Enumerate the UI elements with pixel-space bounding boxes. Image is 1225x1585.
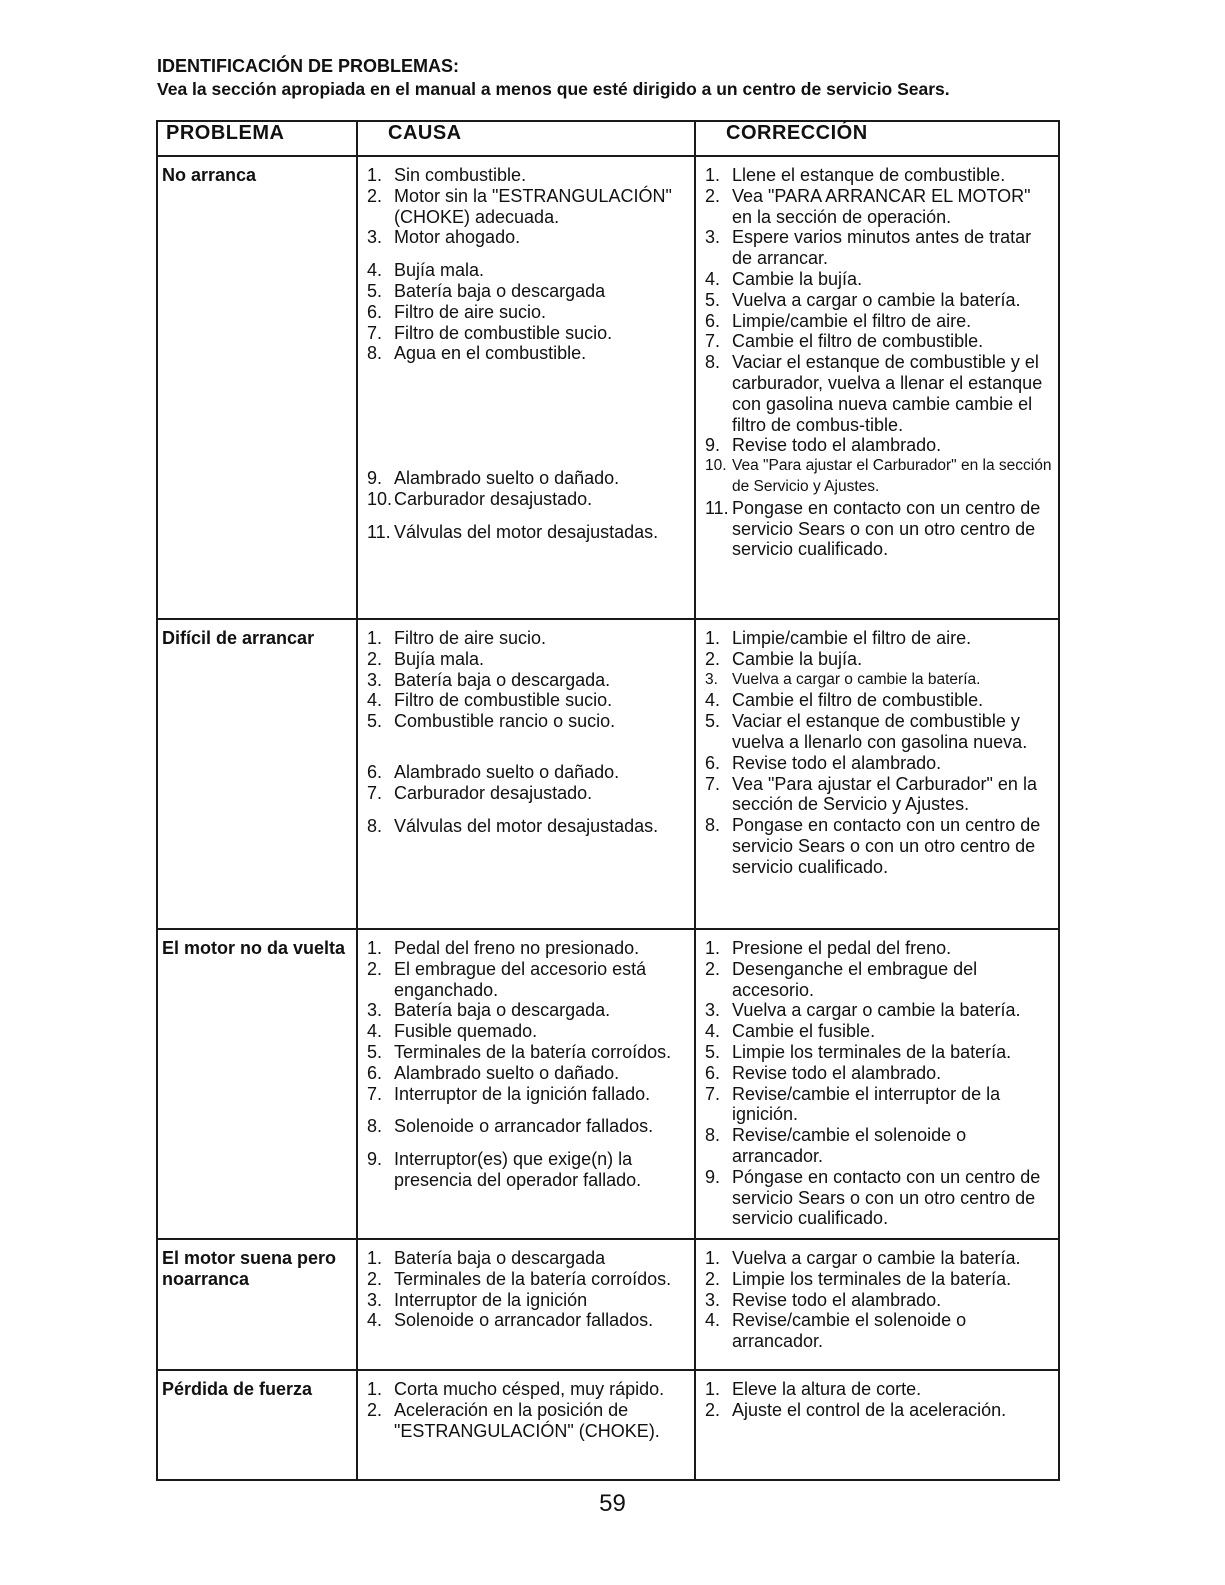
item-text: Batería baja o descargada — [394, 280, 606, 301]
item-number: 5. — [367, 711, 383, 732]
page-subtitle: Vea la sección apropiada en el manual a menos que esté dirigido a un centro de servicio Sears. — [157, 79, 950, 99]
cause-item — [367, 783, 690, 804]
correction-item — [705, 1125, 1054, 1167]
item-number: 6. — [705, 1062, 721, 1083]
cause-item — [367, 690, 690, 711]
item-text: Interruptor de la ignición — [394, 1289, 588, 1310]
cause-item — [367, 628, 690, 649]
item-number: 5. — [367, 280, 383, 301]
item-text: Cambie el filtro de combustible. — [732, 331, 984, 352]
item-text: Interruptor de la ignición fallado. — [394, 1083, 651, 1104]
item-number: 1. — [705, 628, 721, 648]
correction-item — [705, 690, 1054, 711]
item-text: Solenoide o arrancador fallados. — [394, 1310, 654, 1331]
cause-item — [367, 227, 690, 248]
item-text: Batería baja o descargada — [394, 1248, 606, 1268]
item-number: 5. — [705, 1041, 721, 1062]
item-text: Revise todo el alambrado. — [732, 1289, 942, 1310]
item-number: 2. — [705, 185, 721, 206]
item-number: 5. — [705, 711, 721, 732]
correction-item — [705, 1000, 1054, 1021]
cause-item — [367, 1149, 690, 1191]
cause-item — [367, 762, 690, 783]
item-text: Vuelva a cargar o cambie la batería. — [732, 670, 981, 688]
item-number: 4. — [367, 260, 383, 281]
correction-item — [705, 1379, 1054, 1400]
correction-item — [705, 670, 1054, 691]
cause-item — [367, 1248, 690, 1269]
item-number: 1. — [705, 1248, 721, 1268]
correction-item — [705, 649, 1054, 670]
item-number: 1. — [367, 628, 383, 648]
item-text: Limpie/cambie el filtro de aire. — [732, 628, 972, 648]
item-text: Batería baja o descargada. — [394, 1000, 611, 1021]
cause-item — [367, 1400, 690, 1442]
item-number: 8. — [367, 1116, 383, 1137]
item-text: Revise todo el alambrado. — [732, 435, 942, 456]
item-number: 2. — [705, 958, 721, 979]
item-number: 3. — [705, 1289, 721, 1310]
item-text: Limpie los terminales de la batería. — [732, 1268, 1012, 1289]
item-number: 2. — [705, 1399, 721, 1420]
item-text: Terminales de la batería corroídos. — [394, 1268, 672, 1289]
item-text: Desenganche el embrague del accesorio. — [732, 958, 978, 1000]
item-number: 7. — [705, 331, 721, 352]
item-text: El embrague del accesorio está enganchado. — [394, 958, 647, 1000]
item-number: 11. — [705, 497, 729, 518]
item-text: Cambie la bujía. — [732, 268, 863, 289]
correction-item — [705, 311, 1054, 332]
item-text: Solenoide o arrancador fallados. — [394, 1116, 654, 1137]
item-text: Cambie la bujía. — [732, 648, 863, 669]
item-text: Combustible rancio o sucio. — [394, 711, 616, 732]
item-text: Terminales de la batería corroídos. — [394, 1041, 672, 1062]
cause-cell — [357, 929, 695, 1239]
item-number: 6. — [367, 1062, 383, 1083]
correction-item — [705, 711, 1054, 753]
item-text: Bujía mala. — [394, 648, 485, 669]
item-number: 1. — [705, 938, 721, 958]
correction-item — [705, 456, 1054, 498]
item-number: 7. — [705, 1083, 721, 1104]
item-text: Alambrado suelto o dañado. — [394, 468, 620, 489]
item-text: Vuelva a cargar o cambie la batería. — [732, 1000, 1021, 1021]
table-header-row — [157, 121, 1059, 156]
item-text: Carburador desajustado. — [394, 488, 593, 509]
item-number: 1. — [367, 165, 383, 185]
item-number: 5. — [705, 289, 721, 310]
item-text: Vaciar el estanque de combustible y vuelva a llenarlo con gasolina nueva. — [732, 711, 1028, 752]
item-text: Pedal del freno no presionado. — [394, 938, 640, 958]
item-text: Alambrado suelto o dañado. — [394, 761, 620, 782]
problem-cell: El motor suena pero noarranca — [157, 1239, 357, 1370]
cause-item — [367, 1063, 690, 1084]
item-number: 4. — [705, 268, 721, 289]
item-number: 4. — [367, 690, 383, 711]
cause-cell — [357, 619, 695, 929]
cause-item — [367, 649, 690, 670]
cause-item — [367, 711, 690, 732]
item-text: Cambie el filtro de combustible. — [732, 690, 984, 711]
cause-item — [367, 323, 690, 344]
item-text: Interruptor(es) que exige(n) la presencia del operador fallado. — [394, 1149, 642, 1190]
item-number: 2. — [705, 1268, 721, 1289]
item-text: Espere varios minutos antes de tratar de arrancar. — [732, 227, 1032, 269]
correction-item — [705, 815, 1054, 877]
item-text: Pongase en contacto con un centro de servicio Sears o con un otro centro de servicio cualificado. — [732, 497, 1041, 560]
cause-cell — [357, 156, 695, 619]
item-text: Póngase en contacto con un centro de servicio Sears o con un otro centro de servicio cualificado. — [732, 1166, 1041, 1229]
correction-item — [705, 498, 1054, 560]
cause-item — [367, 816, 690, 837]
correction-item — [705, 774, 1054, 816]
correction-item — [705, 435, 1054, 456]
cause-item — [367, 1021, 690, 1042]
correction-item — [705, 269, 1054, 290]
column-header-problema: PROBLEMA — [157, 121, 357, 156]
item-text: Batería baja o descargada. — [394, 669, 611, 690]
item-number: 4. — [367, 1310, 383, 1331]
item-number: 6. — [367, 761, 383, 782]
item-number: 2. — [367, 185, 383, 206]
correction-item — [705, 227, 1054, 269]
correction-item — [705, 1290, 1054, 1311]
item-text: Carburador desajustado. — [394, 782, 593, 803]
item-text: Revise todo el alambrado. — [732, 752, 942, 773]
item-text: Alambrado suelto o dañado. — [394, 1062, 620, 1083]
item-number: 4. — [367, 1021, 383, 1042]
problem-cell: Pérdida de fuerza — [157, 1370, 357, 1480]
cause-item — [367, 1310, 690, 1331]
correction-item — [705, 331, 1054, 352]
item-text: Revise todo el alambrado. — [732, 1062, 942, 1083]
cause-item — [367, 468, 690, 489]
correction-cell — [695, 1239, 1059, 1370]
item-text: Sin combustible. — [394, 165, 527, 185]
item-number: 8. — [705, 815, 721, 836]
item-text: Vuelva a cargar o cambie la batería. — [732, 289, 1021, 310]
item-number: 7. — [705, 773, 721, 794]
correction-item — [705, 753, 1054, 774]
item-text: Vuelva a cargar o cambie la batería. — [732, 1248, 1021, 1268]
item-text: Vea "Para ajustar el Carburador" en la sección de Servicio y Ajustes. — [732, 773, 1037, 815]
column-header-correccion: CORRECCIÓN — [695, 121, 1059, 156]
item-text: Eleve la altura de corte. — [732, 1379, 922, 1399]
correction-cell — [695, 619, 1059, 929]
problem-cell: El motor no da vuelta — [157, 929, 357, 1239]
item-number: 3. — [705, 227, 721, 248]
correction-item — [705, 165, 1054, 186]
correction-cell — [695, 156, 1059, 619]
correction-item — [705, 352, 1054, 435]
problem-cell: Difícil de arrancar — [157, 619, 357, 929]
correction-item — [705, 628, 1054, 649]
item-number: 2. — [367, 958, 383, 979]
item-number: 2. — [367, 648, 383, 669]
correction-item — [705, 1063, 1054, 1084]
table-row — [157, 1370, 1059, 1480]
item-text: Fusible quemado. — [394, 1021, 538, 1042]
correction-item — [705, 1248, 1054, 1269]
item-number: 1. — [367, 938, 383, 958]
item-number: 3. — [367, 669, 383, 690]
item-number: 1. — [367, 1379, 383, 1399]
cause-item — [367, 281, 690, 302]
item-number: 4. — [705, 1021, 721, 1042]
item-text: Ajuste el control de la aceleración. — [732, 1399, 1007, 1420]
item-number: 8. — [367, 815, 383, 836]
cause-item — [367, 1379, 690, 1400]
item-text: Cambie el fusible. — [732, 1021, 876, 1042]
table-row — [157, 619, 1059, 929]
item-number: 8. — [367, 343, 383, 364]
cause-item — [367, 959, 690, 1001]
item-number: 1. — [367, 1248, 383, 1268]
item-number: 6. — [367, 301, 383, 322]
item-number: 1. — [705, 1379, 721, 1399]
item-number: 7. — [367, 1083, 383, 1104]
cause-cell — [357, 1239, 695, 1370]
item-text: Revise/cambie el solenoide o arrancador. — [732, 1310, 967, 1352]
cause-item — [367, 670, 690, 691]
item-text: Limpie los terminales de la batería. — [732, 1041, 1012, 1062]
item-text: Filtro de aire sucio. — [394, 301, 547, 322]
correction-item — [705, 959, 1054, 1001]
item-text: Vaciar el estanque de combustible y el carburador, vuelva a llenar el estanque con gasolina nueva cambie cambie el filtro de combus-tible. — [732, 352, 1043, 435]
item-number: 3. — [705, 1000, 721, 1021]
item-number: 3. — [367, 1289, 383, 1310]
item-text: Llene el estanque de combustible. — [732, 165, 1006, 185]
correction-item — [705, 290, 1054, 311]
item-number: 10. — [705, 457, 727, 475]
item-number: 2. — [367, 1268, 383, 1289]
cause-item — [367, 343, 690, 364]
correction-item — [705, 1310, 1054, 1352]
correction-item — [705, 1400, 1054, 1421]
table-row — [157, 156, 1059, 619]
correction-item — [705, 1269, 1054, 1290]
item-text: Corta mucho césped, muy rápido. — [394, 1379, 665, 1399]
item-number: 11. — [367, 521, 391, 542]
page-title: IDENTIFICACIÓN DE PROBLEMAS: — [157, 56, 460, 76]
item-number: 9. — [705, 435, 721, 456]
item-text: Presione el pedal del freno. — [732, 938, 952, 958]
item-number: 6. — [705, 310, 721, 331]
table-row — [157, 1239, 1059, 1370]
item-text: Limpie/cambie el filtro de aire. — [732, 310, 972, 331]
cause-item — [367, 938, 690, 959]
column-header-causa: CAUSA — [357, 121, 695, 156]
item-number: 9. — [367, 1149, 383, 1170]
item-number: 3. — [367, 1000, 383, 1021]
cause-item — [367, 260, 690, 281]
troubleshooting-table — [156, 120, 1060, 1481]
cause-item — [367, 186, 690, 228]
page-number: 59 — [599, 1490, 626, 1517]
item-text: Filtro de combustible sucio. — [394, 322, 613, 343]
item-number: 1. — [705, 165, 721, 185]
table-row — [157, 929, 1059, 1239]
cause-item — [367, 302, 690, 323]
item-number: 7. — [367, 782, 383, 803]
item-text: Motor ahogado. — [394, 227, 521, 248]
correction-item — [705, 1042, 1054, 1063]
correction-item — [705, 186, 1054, 228]
correction-item — [705, 1167, 1054, 1229]
item-number: 8. — [705, 352, 721, 373]
item-text: Válvulas del motor desajustadas. — [394, 521, 659, 542]
item-text: Vea "PARA ARRANCAR EL MOTOR" en la sección de operación. — [732, 185, 1031, 227]
item-text: Aceleración en la posición de "ESTRANGULACIÓN" (CHOKE). — [394, 1399, 660, 1441]
cause-item — [367, 522, 690, 543]
item-number: 8. — [705, 1125, 721, 1146]
item-number: 10. — [367, 488, 393, 509]
item-number: 4. — [705, 690, 721, 711]
table-body — [157, 156, 1059, 1480]
item-text: Vea "Para ajustar el Carburador" en la sección de Servicio y Ajustes. — [732, 457, 1052, 495]
item-text: Filtro de combustible sucio. — [394, 690, 613, 711]
correction-item — [705, 938, 1054, 959]
correction-cell — [695, 929, 1059, 1239]
cause-item — [367, 1290, 690, 1311]
item-text: Revise/cambie el interruptor de la ignición. — [732, 1083, 1001, 1125]
item-number: 4. — [705, 1310, 721, 1331]
cause-item — [367, 1269, 690, 1290]
correction-cell — [695, 1370, 1059, 1480]
item-number: 2. — [705, 648, 721, 669]
cause-item — [367, 165, 690, 186]
correction-item — [705, 1084, 1054, 1126]
item-number: 5. — [367, 1041, 383, 1062]
item-text: Pongase en contacto con un centro de servicio Sears o con un otro centro de servicio cualificado. — [732, 815, 1041, 877]
item-text: Bujía mala. — [394, 260, 485, 281]
cause-cell — [357, 1370, 695, 1480]
correction-item — [705, 1021, 1054, 1042]
item-text: Revise/cambie el solenoide o arrancador. — [732, 1125, 967, 1166]
cause-item — [367, 1000, 690, 1021]
cause-item — [367, 1116, 690, 1137]
item-number: 9. — [367, 468, 383, 489]
item-number: 6. — [705, 752, 721, 773]
item-text: Motor sin la "ESTRANGULACIÓN" (CHOKE) adecuada. — [394, 185, 672, 227]
item-number: 3. — [705, 670, 718, 688]
problem-cell: No arranca — [157, 156, 357, 619]
cause-item — [367, 1084, 690, 1105]
item-number: 3. — [367, 227, 383, 248]
item-text: Válvulas del motor desajustadas. — [394, 815, 659, 836]
item-text: Filtro de aire sucio. — [394, 628, 547, 648]
item-text: Agua en el combustible. — [394, 343, 587, 364]
cause-item — [367, 1042, 690, 1063]
item-number: 7. — [367, 322, 383, 343]
cause-item — [367, 489, 690, 510]
item-number: 2. — [367, 1399, 383, 1420]
item-number: 9. — [705, 1166, 721, 1187]
